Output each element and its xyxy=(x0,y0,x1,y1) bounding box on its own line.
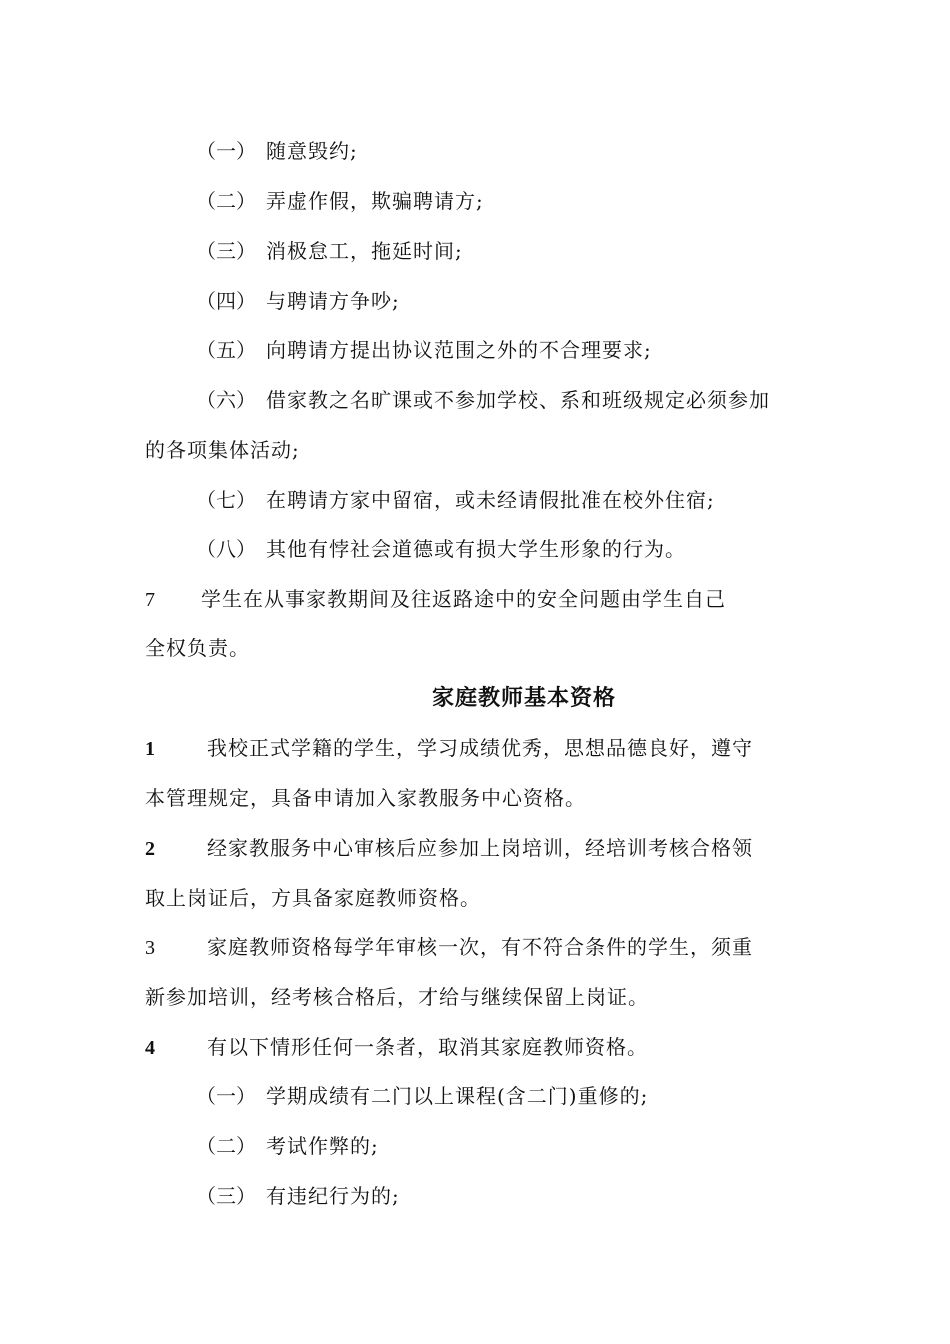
item-marker: （四） xyxy=(196,289,256,313)
rule-text: 我校正式学籍的学生，学习成绩优秀，思想品德良好，遵守 xyxy=(207,736,753,760)
item-text: 弄虚作假，欺骗聘请方; xyxy=(266,189,484,213)
item-text: 借家教之名旷课或不参加学校、系和班级规定必须参加 xyxy=(266,388,770,412)
rule-text: 家庭教师资格每学年审核一次，有不符合条件的学生，须重 xyxy=(207,935,753,959)
item-text: 向聘请方提出协议范围之外的不合理要求; xyxy=(266,338,652,362)
item-marker: （三） xyxy=(196,1184,256,1208)
rule-number: 4 xyxy=(145,1037,155,1059)
rule-number: 2 xyxy=(145,838,155,860)
rule-text: 有以下情形任何一条者，取消其家庭教师资格。 xyxy=(207,1035,648,1059)
item-text: 考试作弊的; xyxy=(266,1134,379,1158)
item-text: 消极怠工，拖延时间; xyxy=(266,239,463,263)
list-item xyxy=(196,139,358,163)
rule-continuation: 新参加培训，经考核合格后，才给与继续保留上岗证。 xyxy=(145,985,649,1009)
item-marker: （六） xyxy=(196,388,256,412)
item-marker: （七） xyxy=(196,488,256,512)
list-item xyxy=(196,488,715,512)
item-marker: （二） xyxy=(196,189,256,213)
list-item xyxy=(196,289,400,313)
list-item xyxy=(196,1184,400,1208)
rule-number: 7 xyxy=(145,589,155,611)
rule-paragraph xyxy=(145,1035,648,1060)
rule-continuation: 取上岗证后，方具备家庭教师资格。 xyxy=(145,886,481,910)
item-marker: （三） xyxy=(196,239,256,263)
rule-number: 3 xyxy=(145,937,155,959)
list-item xyxy=(196,189,484,213)
list-item xyxy=(196,338,652,362)
item-marker: （一） xyxy=(196,1084,256,1108)
list-item xyxy=(196,239,463,263)
list-item xyxy=(196,1084,648,1108)
section-heading: 家庭教师基本资格 xyxy=(431,686,616,711)
item-text: 学期成绩有二门以上课程(含二门)重修的; xyxy=(266,1084,649,1108)
item-text: 有违纪行为的; xyxy=(266,1184,400,1208)
rule-paragraph xyxy=(145,587,726,612)
item-text: 随意毁约; xyxy=(266,139,358,163)
rule-text: 学生在从事家教期间及往返路途中的安全问题由学生自己 xyxy=(201,587,726,611)
rule-continuation: 本管理规定，具备申请加入家教服务中心资格。 xyxy=(145,786,586,810)
list-item-continuation: 的各项集体活动; xyxy=(145,438,300,462)
item-marker: （二） xyxy=(196,1134,256,1158)
rule-paragraph xyxy=(145,836,753,861)
rule-text: 经家教服务中心审核后应参加上岗培训，经培训考核合格领 xyxy=(207,836,753,860)
rule-continuation: 全权负责。 xyxy=(145,636,250,660)
item-marker: （八） xyxy=(196,537,256,561)
item-marker: （一） xyxy=(196,139,256,163)
item-text: 其他有悖社会道德或有损大学生形象的行为。 xyxy=(266,537,686,561)
rule-number: 1 xyxy=(145,738,155,760)
item-text: 在聘请方家中留宿，或未经请假批准在校外住宿; xyxy=(266,488,715,512)
rule-paragraph xyxy=(145,935,753,960)
rule-paragraph xyxy=(145,736,753,761)
list-item xyxy=(196,1134,379,1158)
item-marker: （五） xyxy=(196,338,256,362)
list-item xyxy=(196,537,686,561)
item-text: 与聘请方争吵; xyxy=(266,289,400,313)
list-item xyxy=(196,388,770,412)
